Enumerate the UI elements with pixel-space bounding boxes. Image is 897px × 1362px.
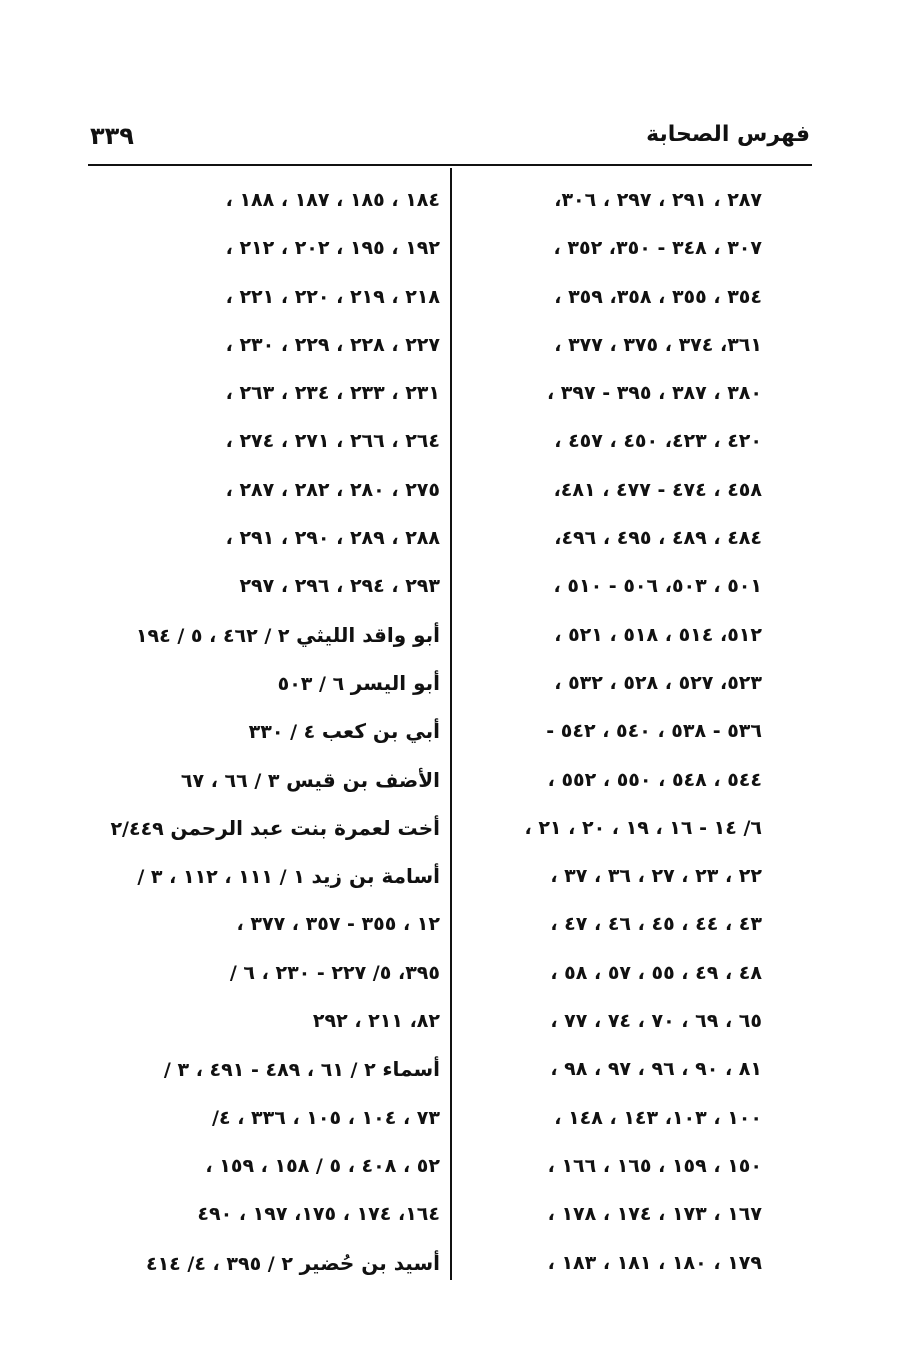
entry-refs: ٢٣١ ، ٢٣٣ ، ٢٣٤ ، ٢٦٣ ، [225, 382, 440, 405]
entry-refs: ١٩٢ ، ١٩٥ ، ٢٠٢ ، ٢١٢ ، [225, 237, 440, 260]
index-line: ١٦٧ ، ١٧٣ ، ١٧٤ ، ١٧٨ ، [547, 1203, 762, 1226]
index-line: ٤٥٨ ، ٤٧٤ - ٤٧٧ ، ٤٨١، [553, 478, 762, 501]
index-line [96, 1098, 440, 1146]
entry-refs: ١٨٤ ، ١٨٥ ، ١٨٧ ، ١٨٨ ، [225, 189, 440, 211]
index-line [96, 421, 440, 469]
column-divider [450, 168, 452, 1280]
index-line [96, 470, 440, 518]
index-line [96, 566, 440, 614]
entry-refs: ٢٩٣ ، ٢٩٤ ، ٢٩٦ ، ٢٩٧ [239, 575, 440, 598]
index-line [96, 1146, 440, 1194]
index-line: ٤٨٤ ، ٤٨٩ ، ٤٩٥ ، ٤٩٦، [554, 527, 762, 550]
entry-refs: ٨٢، ٢١١ ، ٢٩٢ [312, 1010, 440, 1033]
entry-refs: ٢ / ٦١ ، ٤٨٩ - ٤٩١ ، ٣ / [163, 1059, 376, 1082]
index-line: ٣٠٧ ، ٣٤٨ - ٣٥٠، ٣٥٢ ، [553, 237, 762, 260]
entry-refs: ١٢ ، ٣٥٥ - ٣٥٧ ، ٣٧٧ ، [236, 913, 440, 936]
entry-refs: ٢ / ٤٦٢ ، ٥ / ١٩٤ [135, 624, 290, 647]
entry-name: أسامة بن زيد [311, 864, 440, 889]
index-line: ١٧٩ ، ١٨٠ ، ١٨١ ، ١٨٣ ، [547, 1251, 762, 1274]
entry-refs: ٧٣ ، ١٠٤ ، ١٠٥ ، ٣٣٦ ، ٤/ [212, 1106, 440, 1129]
index-line: ٦٥ ، ٦٩ ، ٧٠ ، ٧٤ ، ٧٧ ، [550, 1010, 762, 1033]
index-line: ٥٠١ ، ٥٠٣، ٥٠٦ - ٥١٠ ، [553, 575, 762, 598]
entry-refs: ٢٢٧ ، ٢٢٨ ، ٢٢٩ ، ٢٣٠ ، [225, 333, 440, 356]
entry-name: أسماء [382, 1057, 440, 1082]
index-line: ٣٨٠ ، ٣٨٧ ، ٣٩٥ - ٣٩٧ ، [546, 382, 762, 405]
index-line: ٨١ ، ٩٠ ، ٩٦ ، ٩٧ ، ٩٨ ، [550, 1058, 762, 1081]
index-line: ٤٣ ، ٤٤ ، ٤٥ ، ٤٦ ، ٤٧ ، [550, 913, 762, 936]
index-line: ٤٨ ، ٤٩ ، ٥٥ ، ٥٧ ، ٥٨ ، [550, 961, 762, 984]
page-number: ٣٣٩ [90, 122, 134, 150]
index-line [96, 228, 440, 276]
header-rule [88, 164, 812, 166]
index-line: ٦/ ١٤ - ١٦ ، ١٩ ، ٢٠ ، ٢١ ، [524, 816, 762, 839]
index-entry [96, 663, 440, 711]
entry-refs: ٢/٤٤٩ [110, 817, 164, 840]
index-column-left [96, 180, 440, 1291]
index-line: ٥٢٣، ٥٢٧ ، ٥٢٨ ، ٥٣٢ ، [554, 671, 762, 694]
entry-name: أبي بن كعب [321, 719, 440, 744]
index-line [96, 904, 440, 952]
entry-name: أسيد بن حُضير [299, 1250, 440, 1275]
entry-refs: ٣ / ٦٦ ، ٦٧ [180, 769, 280, 792]
entry-refs: ١ / ١١١ ، ١١٢ ، ٣ / [137, 866, 305, 889]
index-line [96, 180, 440, 228]
entry-refs: ٢١٨ ، ٢١٩ ، ٢٢٠ ، ٢٢١ ، [225, 285, 440, 308]
entry-name: أخت لعمرة بنت عبد الرحمن [170, 815, 440, 840]
entry-refs: ٤ / ٣٣٠ [248, 721, 316, 744]
entry-refs: ٥٢ ، ٤٠٨ ، ٥ / ١٥٨ ، ١٥٩ ، [205, 1154, 440, 1177]
entry-refs: ٦ / ٥٠٣ [277, 672, 345, 695]
entry-name: الأضف بن قيس [286, 767, 440, 792]
index-entry [96, 711, 440, 759]
index-line: ١٥٠ ، ١٥٩ ، ١٦٥ ، ١٦٦ ، [547, 1154, 762, 1177]
index-line: ٥٤٤ ، ٥٤٨ ، ٥٥٠ ، ٥٥٢ ، [547, 768, 762, 791]
index-line [96, 277, 440, 325]
entry-refs: ٢ / ٣٩٥ ، ٤/ ٤١٤ [145, 1252, 293, 1275]
entry-name: أبو واقد الليثي [296, 622, 440, 647]
index-line: ١٠٠ ، ١٠٣، ١٤٣ ، ١٤٨ ، [554, 1106, 762, 1129]
entry-refs: ٣٩٥، ٥/ ٢٢٧ - ٢٣٠ ، ٦ / [229, 961, 440, 984]
index-line: ٢٢ ، ٢٣ ، ٢٧ ، ٣٦ ، ٣٧ ، [550, 865, 762, 888]
index-line: ٢٨٧ ، ٢٩١ ، ٢٩٧ ، ٣٠٦، [554, 189, 762, 211]
index-column-right [462, 180, 762, 1291]
index-line: ٣٥٤ ، ٣٥٥ ، ٣٥٨، ٣٥٩ ، [554, 285, 762, 308]
index-line: ٣٦١، ٣٧٤ ، ٣٧٥ ، ٣٧٧ ، [554, 333, 762, 356]
page-title: فهرس الصحابة [646, 122, 810, 147]
index-entry [96, 1243, 440, 1291]
index-entry [96, 615, 440, 663]
entry-name: أبو اليسر [350, 670, 440, 695]
entry-refs: ٢٧٥ ، ٢٨٠ ، ٢٨٢ ، ٢٨٧ ، [225, 478, 440, 501]
index-line [96, 373, 440, 421]
index-line [96, 325, 440, 373]
entry-refs: ٢٨٨ ، ٢٨٩ ، ٢٩٠ ، ٢٩١ ، [225, 527, 440, 550]
index-entry [96, 856, 440, 904]
index-line [96, 953, 440, 1001]
index-line [96, 1001, 440, 1049]
entry-refs: ١٦٤، ١٧٤ ، ١٧٥، ١٩٧ ، ٤٩٠ [197, 1203, 440, 1226]
index-line: ٤٢٠ ، ٤٢٣، ٤٥٠ ، ٤٥٧ ، [554, 430, 762, 453]
index-line [96, 518, 440, 566]
index-entry [96, 808, 440, 856]
index-line: ٥١٢، ٥١٤ ، ٥١٨ ، ٥٢١ ، [554, 623, 762, 646]
entry-refs: ٢٦٤ ، ٢٦٦ ، ٢٧١ ، ٢٧٤ ، [225, 430, 440, 453]
index-entry [96, 1049, 440, 1097]
page-header [90, 122, 810, 162]
index-entry [96, 760, 440, 808]
index-line [96, 1194, 440, 1242]
index-line: ٥٣٦ - ٥٣٨ ، ٥٤٠ ، ٥٤٢ - [546, 720, 762, 743]
